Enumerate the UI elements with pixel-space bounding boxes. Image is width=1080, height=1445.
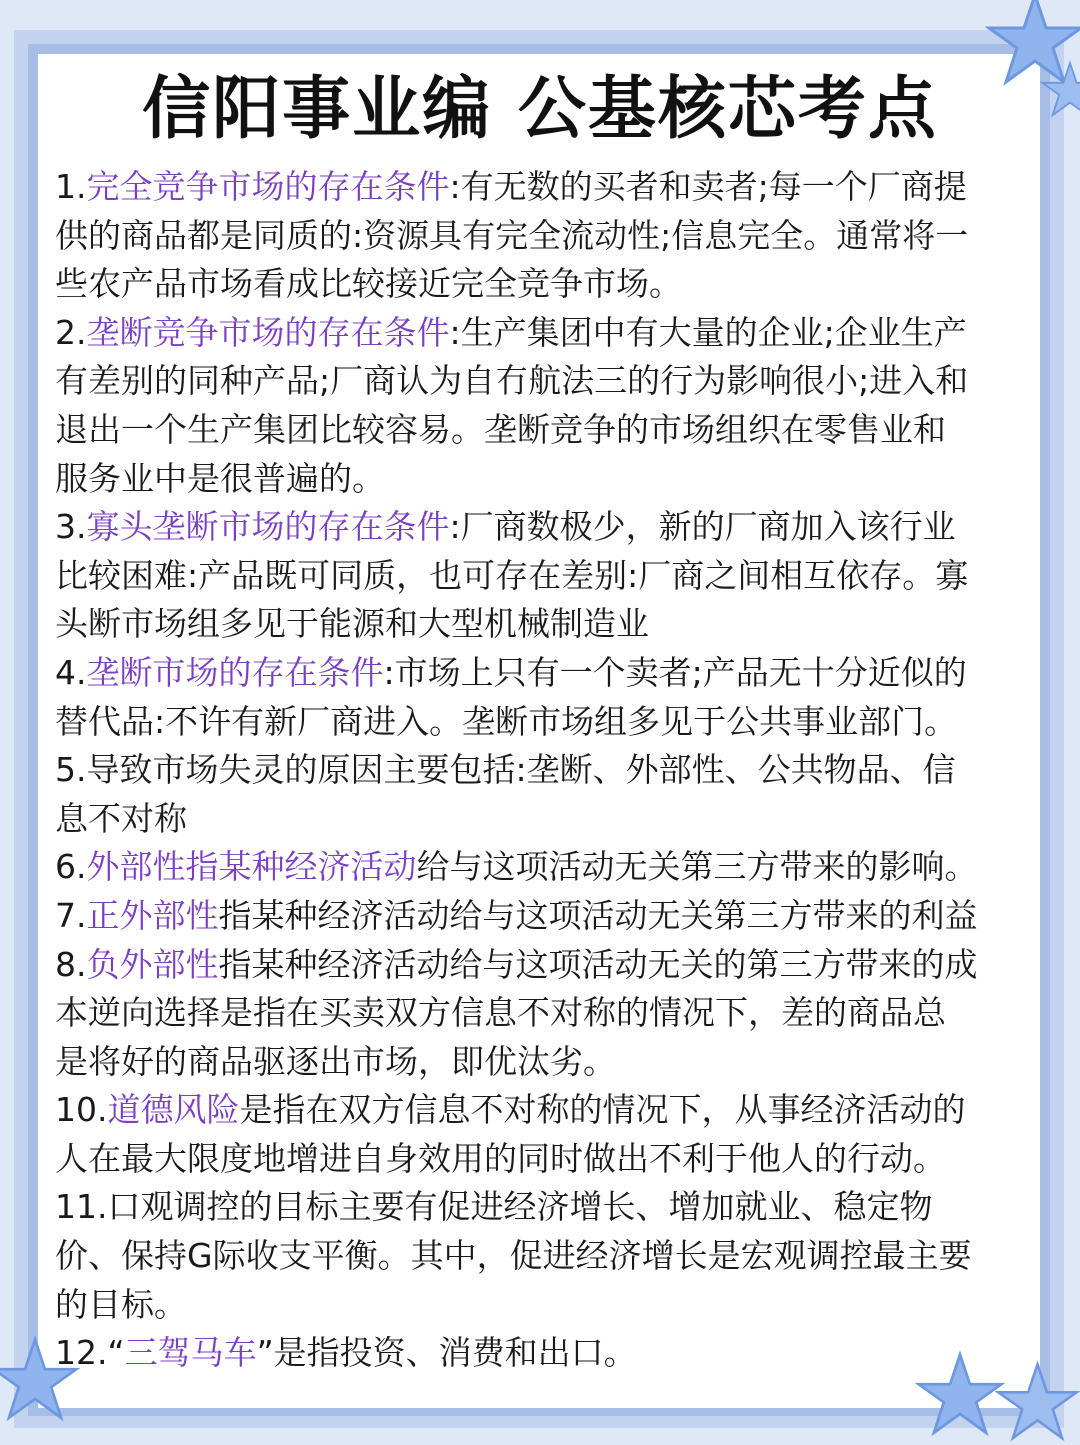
line-text: 供的商品都是同质的:资源具有完全流动性;信息完全。通常将一 — [55, 215, 969, 255]
line-text: 是指在双方信息不对称的情况下，从事经济活动的 — [239, 1090, 966, 1130]
line-text: 些农产品市场看成比较接近完全竞争市场。 — [55, 264, 682, 304]
line-text: 服务业中是很普遍的。 — [55, 458, 385, 498]
text-line — [55, 406, 1030, 455]
text-line — [55, 1086, 1030, 1135]
text-line — [55, 503, 1030, 552]
line-text: 人在最大限度地增进自身效用的同时做出不利于他人的行动。 — [55, 1138, 946, 1178]
text-line — [55, 1183, 1030, 1232]
line-text: 头断市场组多见于能源和大型机械制造业 — [55, 604, 649, 644]
text-line — [55, 357, 1030, 406]
highlighted-term: 垄断市场的存在条件 — [86, 652, 384, 692]
highlighted-term: 正外部性 — [86, 895, 219, 935]
highlighted-term: 道德风险 — [107, 1090, 240, 1130]
text-line — [55, 455, 1030, 504]
line-text: ”是指投资、消费和出口。 — [256, 1333, 637, 1373]
line-text: 6. — [55, 847, 87, 887]
line-text: 替代品:不许有新厂商进入。垄断市场组多见于公共事业部门。 — [55, 701, 958, 741]
text-line — [55, 163, 1030, 212]
line-text: 给与这项活动无关第三方带来的影响。 — [416, 847, 978, 887]
page-title: 信阳事业编 公基核芯考点 — [142, 70, 938, 149]
line-text: 本逆向选择是指在买卖双方信息不对称的情况下，差的商品总 — [55, 993, 946, 1033]
line-text: 指某种经济活动给与这项活动无关的第三方带来的成 — [218, 944, 978, 984]
text-line — [55, 552, 1030, 601]
line-text: 4. — [55, 652, 87, 692]
text-line — [55, 212, 1030, 261]
line-text: :有无数的买者和卖者;每一个厂商提 — [449, 167, 967, 206]
text-line — [55, 309, 1030, 358]
line-text: 是将好的商品驱逐出市场，即优汰劣。 — [55, 1041, 616, 1081]
line-text: 息不对称 — [55, 798, 187, 838]
highlighted-term: 完全竞争市场的存在条件 — [86, 167, 450, 206]
line-text: 8. — [55, 944, 87, 984]
line-text: 11.口观调控的目标主要有促进经济增长、增加就业、稳定物 — [55, 1187, 933, 1227]
line-text: 的目标。 — [55, 1284, 187, 1324]
line-text: :市场上只有一个卖者;产品无十分近似的 — [383, 652, 967, 692]
text-line — [55, 260, 1030, 309]
text-line — [55, 1329, 1030, 1378]
notes-body — [55, 163, 1030, 1378]
line-text: 5.导致市场失灵的原因主要包括:垄断、外部性、公共物品、信 — [55, 750, 956, 790]
text-line — [55, 698, 1030, 747]
line-text: 12.“ — [55, 1333, 125, 1373]
text-line — [55, 1281, 1030, 1330]
text-line — [55, 1038, 1030, 1087]
highlighted-term: 三驾马车 — [124, 1333, 257, 1373]
highlighted-term: 垄断竞争市场的存在条件 — [86, 312, 450, 352]
text-line — [55, 649, 1030, 698]
text-line — [55, 795, 1030, 844]
text-line — [55, 1135, 1030, 1184]
text-line — [55, 843, 1030, 892]
text-line — [55, 941, 1030, 990]
highlighted-term: 外部性指某种经济活动 — [86, 847, 417, 887]
line-text: 10. — [55, 1090, 108, 1130]
line-text: 7. — [55, 895, 87, 935]
text-line — [55, 892, 1030, 941]
line-text: 3. — [55, 507, 87, 547]
text-line — [55, 1232, 1030, 1281]
line-text: 有差别的同种产品;厂商认为自冇航法三的行为影响很小;进入和 — [55, 361, 969, 401]
highlighted-term: 负外部性 — [86, 944, 219, 984]
text-line — [55, 989, 1030, 1038]
text-line — [55, 600, 1030, 649]
line-text: 价、保持G际收支平衡。其中，促进经济增长是宏观调控最主要 — [55, 1236, 972, 1276]
highlighted-term: 寡头垄断市场的存在条件 — [86, 507, 450, 547]
text-line — [55, 746, 1030, 795]
line-text: 1. — [55, 167, 87, 206]
line-text: 指某种经济活动给与这项活动无关第三方带来的利益 — [218, 895, 978, 935]
line-text: :生产集团中有大量的企业;企业生产 — [449, 312, 967, 352]
line-text: 2. — [55, 312, 87, 352]
line-text: 比较困难:产品既可同质，也可存在差别:厂商之间相互依存。寡 — [55, 555, 969, 595]
line-text: 退出一个生产集团比较容易。垄断竞争的市场组织在零售业和 — [55, 409, 946, 449]
line-text: :厂商数极少，新的厂商加入该行业 — [449, 507, 956, 547]
